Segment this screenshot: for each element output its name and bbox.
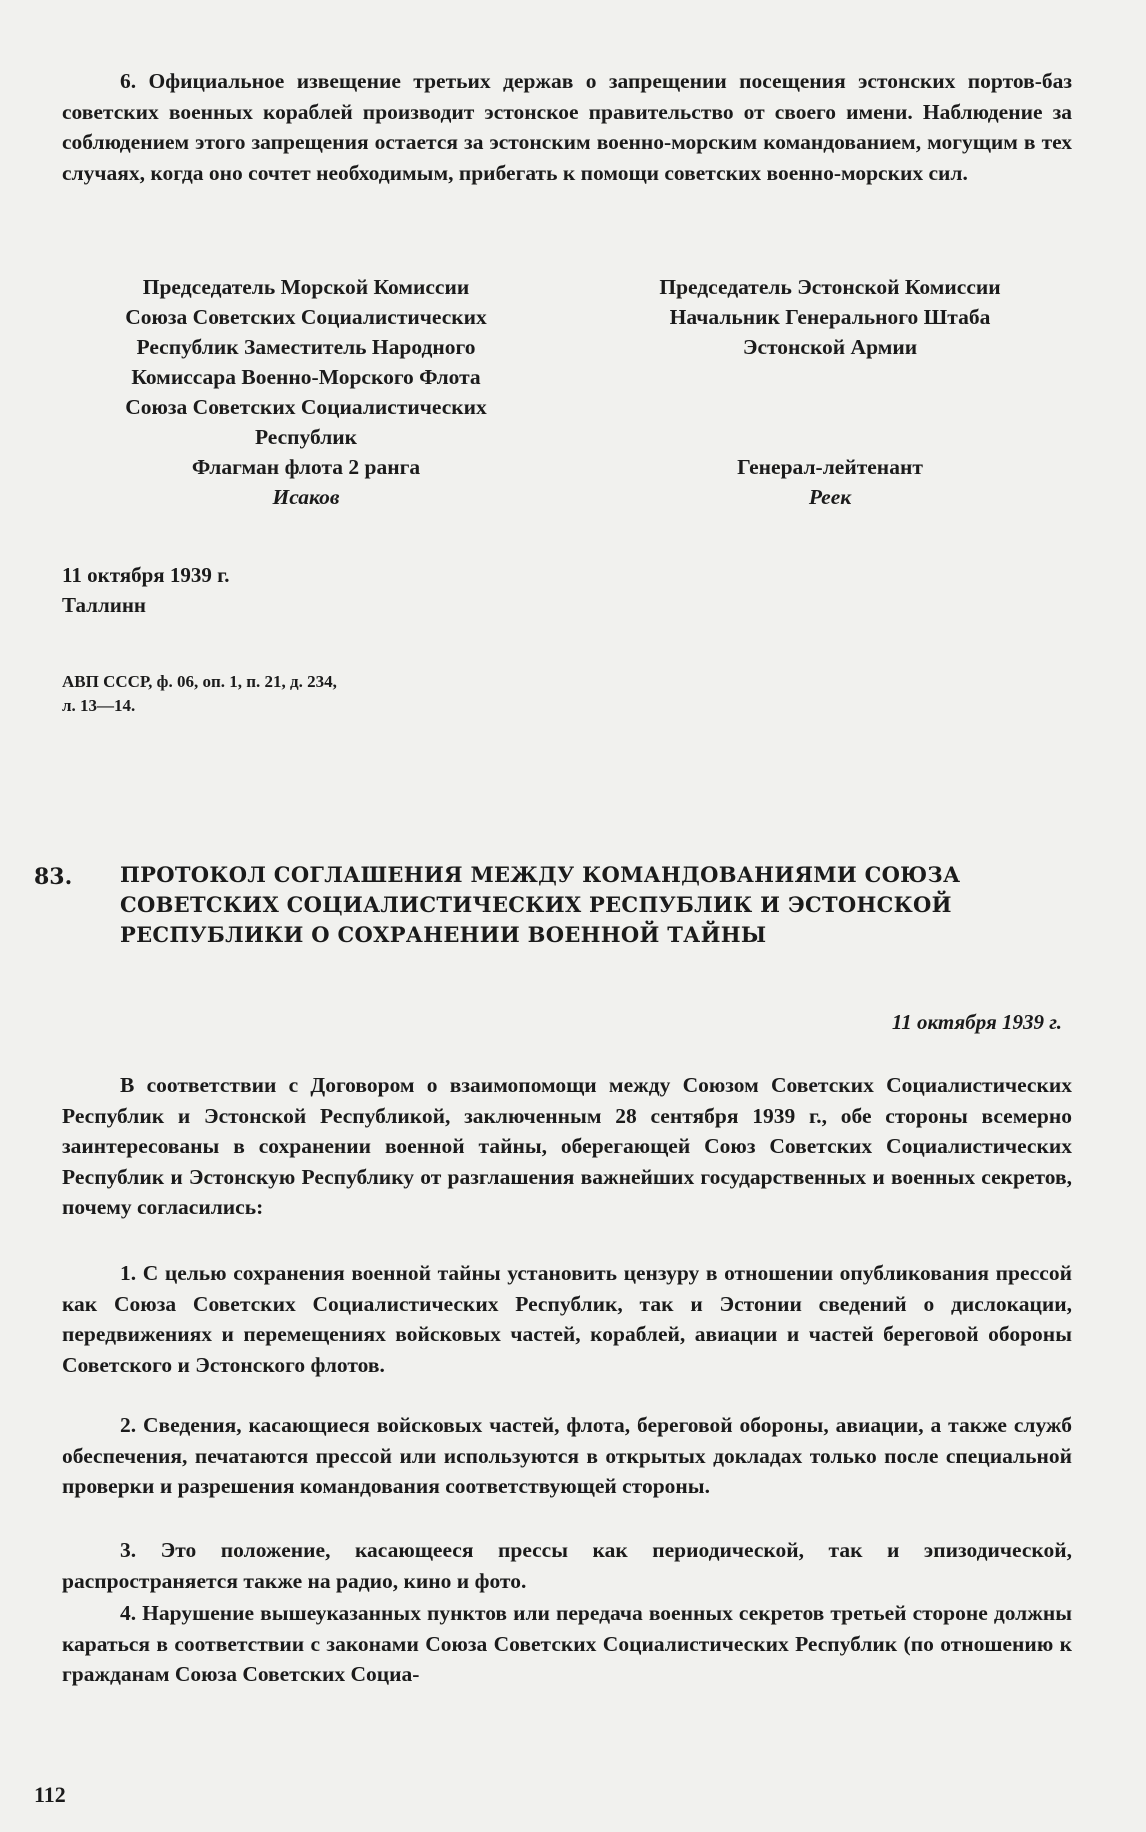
item-2: 2. Сведения, касающиеся войсковых частей, флота, береговой обороны, авиации, а также служб обеспечения, печатаются прессой или используются в открытых докладах только после специальной проверки и разрешения командования соответствующей стороны. (62, 1413, 1072, 1499)
item-3: 3. Это положение, касающееся прессы как периодической, так и эпизодической, распространяется также на радио, кино и фото. (62, 1538, 1072, 1593)
document-date: 11 октября 1939 г. (891, 1010, 1062, 1034)
signature-left-line: Флагман флота 2 ранга (191, 455, 421, 479)
signature-left-line: Председатель Морской Комиссии (142, 275, 470, 299)
signing-city: Таллинн (62, 593, 147, 617)
signature-left (96, 272, 516, 512)
page-number: 112 (34, 1782, 66, 1807)
signature-left-line: Республик (254, 425, 358, 449)
signature-right-name: Реек (808, 485, 852, 509)
intro-paragraph: В соответствии с Договором о взаимопомощи между Союзом Советских Социалистических Республик и Эстонской Республикой, заключенным 28 сентября 1939 г., обе стороны всемерно заинтересованы в сохранении военной тайны, оберегающей Союз Советских Социалистических Республик и Эстонскую Республику от разглашения важнейших государственных и военных секретов, почему согласились: (62, 1073, 1072, 1220)
signature-left-name: Исаков (272, 485, 340, 509)
paragraph-6: 6. Официальное извещение третьих держав о запрещении посещения эстонских портов-баз советских военных кораблей производит эстонское правительство от своего имени. Наблюдение за соблюдением этого запрещения остается за эстонским военно-морским командованием, могущим в тех случаях, когда оно сочтет необходимым, прибегать к помощи советских военно-морских сил. (62, 69, 1072, 185)
signature-right-line: Начальник Генерального Штаба (669, 305, 991, 329)
document-number: 83. (34, 864, 73, 890)
signature-right-rank: Генерал-лейтенант (737, 455, 923, 479)
item-4: 4. Нарушение вышеуказанных пунктов или передача военных секретов третьей стороне должны караться в соответствии с законами Союза Советских Социалистических Республик (по отношению к гражданам Союза Советских Социа- (62, 1601, 1072, 1687)
archive-ref-line1: АВП СССР, ф. 06, оп. 1, п. 21, д. 234, (62, 672, 337, 691)
signature-right-line: Председатель Эстонской Комиссии (659, 275, 1001, 299)
signature-left-line: Союза Советских Социалистических (125, 395, 487, 419)
archive-reference (62, 670, 337, 718)
signature-left-line: Республик Заместитель Народного (136, 335, 476, 359)
place-date (62, 560, 230, 620)
signature-right-line: Эстонской Армии (742, 335, 918, 359)
signature-left-line: Союза Советских Социалистических (125, 305, 487, 329)
signature-right (610, 272, 1050, 512)
document-title: ПРОТОКОЛ СОГЛАШЕНИЯ МЕЖДУ КОМАНДОВАНИЯМИ СОЮЗА СОВЕТСКИХ СОЦИАЛИСТИЧЕСКИХ РЕСПУБЛИК И ЭСТОНСКОЙ РЕСПУБЛИКИ О СОХРАНЕНИИ ВОЕННОЙ ТАЙНЫ (120, 862, 961, 947)
item-1: 1. С целью сохранения военной тайны установить цензуру в отношении опубликования прессой как Союза Советских Социалистических Республик, так и Эстонии сведений о дислокации, передвижениях и перемещениях войсковых частей, кораблей, авиации и частей береговой обороны Советского и Эстонского флотов. (62, 1261, 1072, 1377)
signing-date: 11 октября 1939 г. (62, 563, 230, 587)
signature-left-line: Комиссара Военно-Морского Флота (131, 365, 481, 389)
archive-ref-line2: л. 13—14. (62, 696, 136, 715)
